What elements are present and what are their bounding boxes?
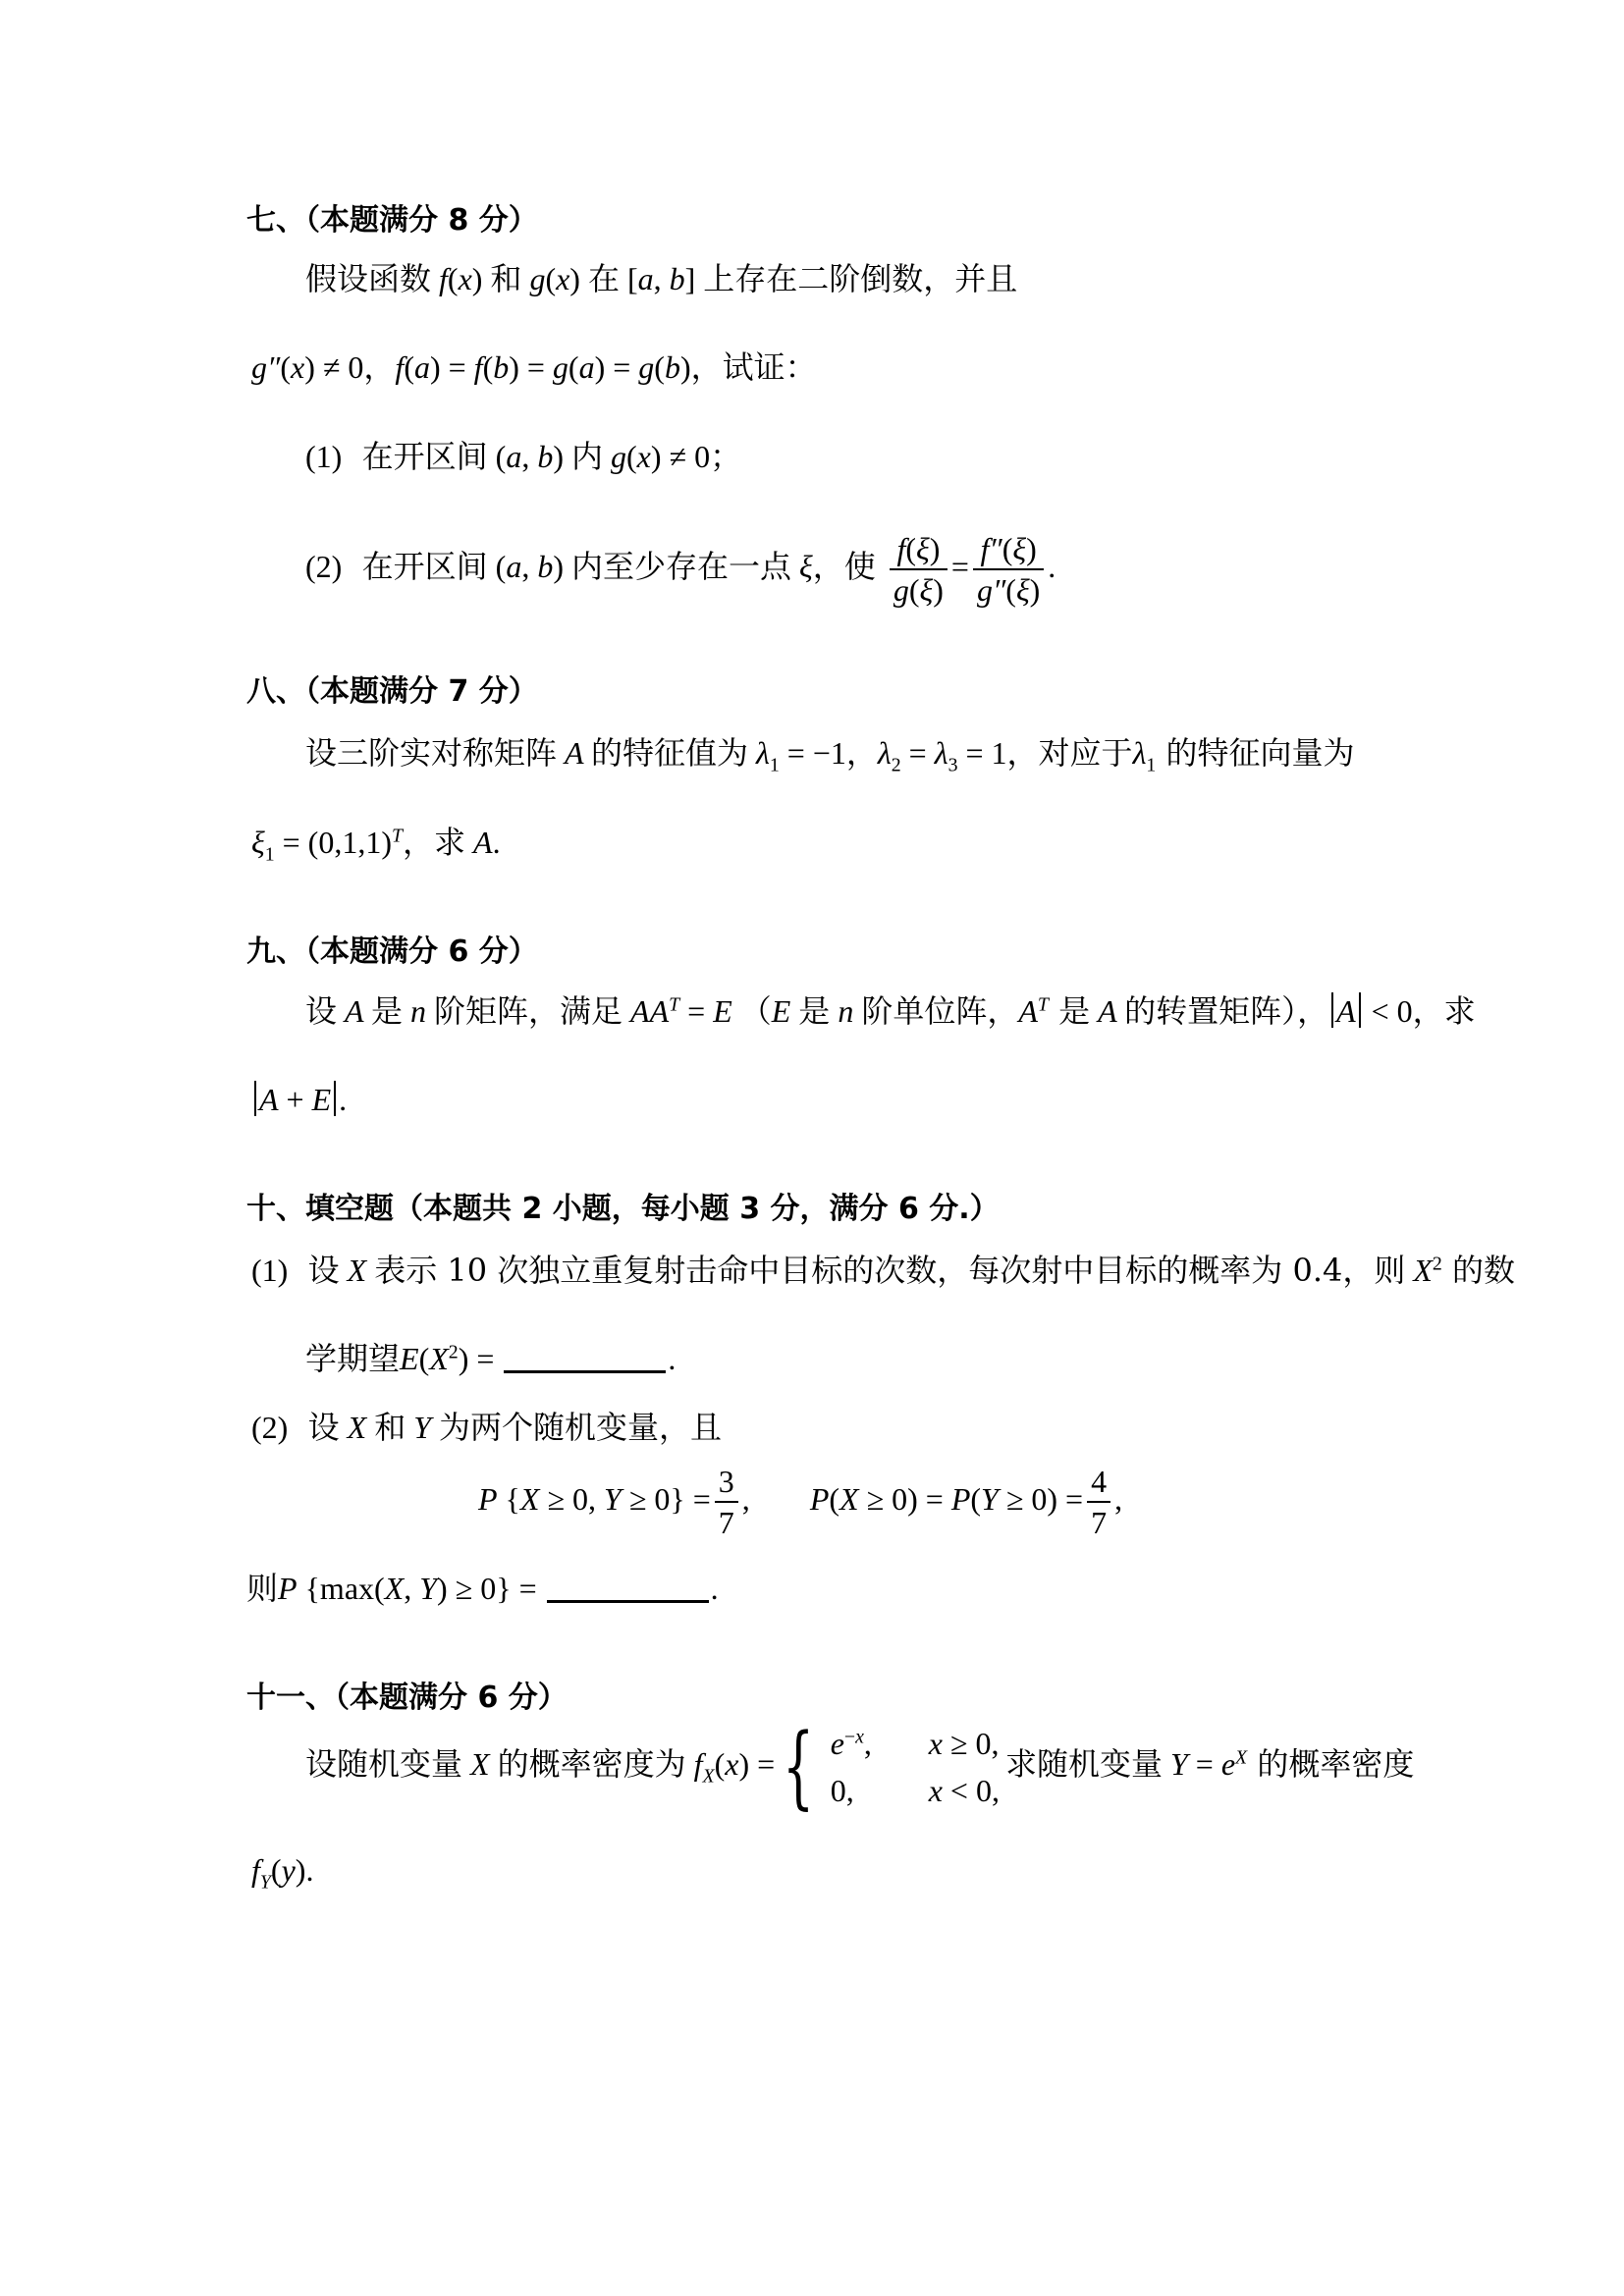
q8-line2: $\xi_1 = (0,1,1)^T$，求 A.	[251, 824, 501, 866]
q9-line1: 设 A 是 n 阶矩阵，满足 $AA^T = E$ （E 是 n 阶单位阵，$A^T$ 是 A 的转置矩阵）， A < 0，求	[305, 992, 1476, 1030]
q7-line1: 假设函数 f(x) 和 g(x) 在 [a, b] 上存在二阶倒数，并且	[305, 260, 1018, 297]
q11-line2: $f_Y(y)$.	[251, 1852, 314, 1894]
q11-heading: 十一、（本题满分 6 分）	[246, 1681, 568, 1715]
q9-heading: 九、（本题满分 6 分）	[246, 934, 538, 969]
q7-part1: (1) 在开区间 (a, b) 内 g(x) ≠ 0；	[305, 438, 742, 475]
q10-part2-line2: 则P {max(X, Y) ≥ 0} = .	[246, 1570, 719, 1607]
q7-line2: g″(x) ≠ 0，f(a) = f(b) = g(a) = g(b)，试证：	[251, 348, 817, 386]
q9-line2: A + E .	[251, 1078, 347, 1121]
q8-heading: 八、（本题满分 7 分）	[246, 674, 538, 709]
q8-line1: 设三阶实对称矩阵 A 的特征值为 $\lambda_1 = -1$，$\lambda_2 = \lambda_3 = 1$，对应于$\lambda_1$ 的特征向量为	[305, 734, 1355, 776]
q7-part2: (2) 在开区间 (a, b) 内至少存在一点 ξ，使 $\frac{f(\xi)}{g(\xi)}$ = $\frac{f''(\xi)}{g''(\xi)}$ .	[305, 530, 1056, 608]
answer-blank[interactable]	[547, 1569, 709, 1603]
q11-line1: 设随机变量 X 的概率密度为 $f_X(x)$ = { $e^{-x}$, x ≥ 0, 0, x < 0, 求随机变量 $Y = e^X$ 的概率密度	[305, 1713, 1415, 1819]
q10-part1-line1: (1) 设 X 表示 10 次独立重复射击命中目标的次数，每次射中目标的概率为 0.4，则 $X^2$ 的数	[251, 1252, 1516, 1289]
q10-part2-line1: (2) 设 X 和 Y 为两个随机变量，且	[251, 1409, 723, 1446]
q10-heading: 十、填空题（本题共 2 小题，每小题 3 分，满分 6 分.）	[246, 1192, 1000, 1226]
q10-part1-line2: 学期望$E(X^2)$ = .	[305, 1340, 677, 1377]
q10-part2-formula: P {X ≥ 0, Y ≥ 0} = $\frac{3}{7}$ , P(X ≥ 0) = P(Y ≥ 0) = $\frac{4}{7}$ ,	[478, 1463, 1123, 1540]
answer-blank[interactable]	[504, 1339, 666, 1373]
q7-heading: 七、（本题满分 8 分）	[246, 203, 538, 238]
